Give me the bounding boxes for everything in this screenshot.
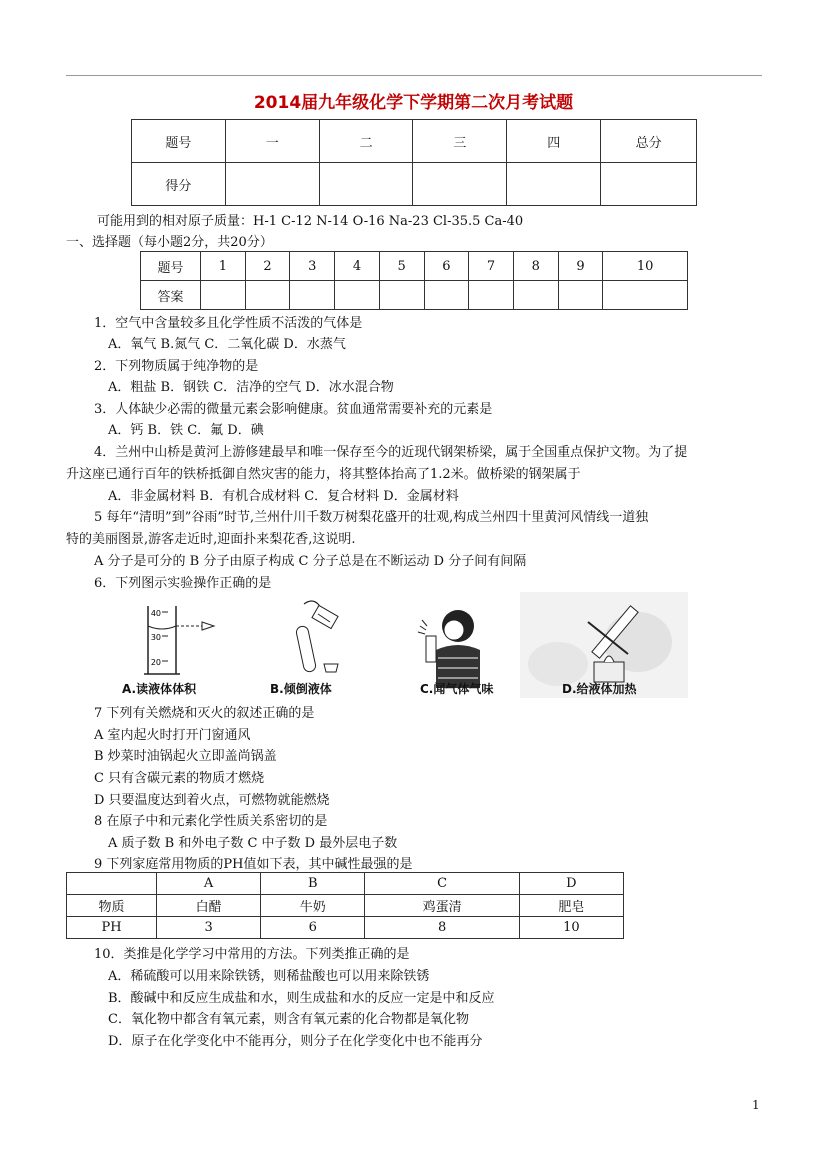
answer-cell[interactable] (379, 281, 424, 310)
score-cell[interactable] (225, 163, 319, 206)
question-1: 1．空气中含量较多且化学性质不活泼的气体是 (94, 316, 363, 331)
score-cell[interactable] (507, 163, 601, 206)
ph-cell: 肥皂 (519, 895, 623, 917)
ph-header-cell: A (157, 873, 261, 895)
tick-label-20: 20 (150, 658, 161, 667)
answer-number: 7 (469, 252, 514, 281)
answer-label: 题号 (141, 252, 201, 281)
header-rule (66, 75, 762, 76)
ph-header-cell: C (365, 873, 519, 895)
page-number: 1 (752, 1098, 760, 1112)
question-7: 7 下列有关燃烧和灭火的叙述正确的是 (94, 706, 315, 721)
ph-cell: 10 (519, 917, 623, 939)
answer-cell[interactable] (290, 281, 335, 310)
score-cell[interactable] (319, 163, 413, 206)
answer-number: 10 (603, 252, 688, 281)
answer-cell[interactable] (558, 281, 603, 310)
question-10-option-a: A．稀硫酸可以用来除铁锈，则稀盐酸也可以用来除铁锈 (108, 969, 430, 984)
question-5-line-2: 特的美丽图景,游客走近时,迎面扑来梨花香,这说明. (66, 532, 356, 547)
question-2: 2．下列物质属于纯净物的是 (94, 359, 259, 374)
page-title: 2014届九年级化学下学期第二次月考试题 (253, 93, 574, 113)
question-10-option-c: C．氧化物中都含有氧元素，则含有氧元素的化合物都是氧化物 (108, 1012, 469, 1027)
question-7-option-b: B 炒菜时油锅起火立即盖尚锅盖 (94, 749, 277, 764)
answer-cell[interactable] (335, 281, 380, 310)
question-6: 6．下列图示实验操作正确的是 (94, 576, 272, 591)
bottle-stopper-icon (324, 664, 338, 672)
score-cell[interactable] (601, 163, 697, 206)
question-1-options: A．氧气 B.氮气 C．二氧化碳 D．水蒸气 (108, 337, 346, 352)
question-4-line-2: 升这座已通行百年的铁桥抵御自然灾害的能力，将其整体抬高了1.2米。做桥梁的钢架属于 (66, 467, 581, 482)
score-header-cell: 三 (413, 120, 507, 163)
question-5-line-1: 5 每年“清明”到”谷雨”时节,兰州什川千数万树梨花盛开的壮观,构成兰州四十里黄河风情线一道独 (94, 510, 649, 525)
answer-cell[interactable] (201, 281, 246, 310)
answer-number: 9 (558, 252, 603, 281)
question-8-options: A 质子数 B 和外电子数 C 中子数 D 最外层电子数 (108, 836, 398, 851)
score-header-cell: 一 (225, 120, 319, 163)
answer-number: 3 (290, 252, 335, 281)
answer-cell[interactable] (469, 281, 514, 310)
answer-cell[interactable] (245, 281, 290, 310)
ph-header-cell: D (519, 873, 623, 895)
caption-c: C.闻气体气味 (420, 682, 494, 696)
question-10-option-d: D．原子在化学变化中不能再分，则分子在化学变化中也不能再分 (108, 1034, 483, 1049)
ph-cell: 物质 (67, 895, 157, 917)
eye-icon (202, 622, 214, 630)
answer-row-label: 答案 (141, 281, 201, 310)
caption-b: B.倾倒液体 (270, 682, 332, 696)
score-header-cell: 二 (319, 120, 413, 163)
ph-table (66, 872, 624, 939)
answer-number: 8 (513, 252, 558, 281)
tick-label-30: 30 (150, 633, 161, 642)
question-4-options: A．非金属材料 B．有机合成材料 C．复合材料 D．金属材料 (108, 489, 459, 504)
question-3-options: A．钙 B．铁 C．氟 D．碘 (108, 423, 264, 438)
ph-cell: PH (67, 917, 157, 939)
ph-header-cell: B (261, 873, 365, 895)
pouring-liquid-figure (295, 601, 338, 673)
ph-cell: 8 (365, 917, 519, 939)
score-cell[interactable] (413, 163, 507, 206)
score-row-label: 得分 (132, 163, 226, 206)
ph-cell: 6 (261, 917, 365, 939)
score-table (131, 119, 697, 206)
answer-table (140, 251, 688, 310)
section-heading: 一、选择题（每小题2分，共20分） (66, 235, 273, 250)
answer-cell[interactable] (603, 281, 688, 310)
score-header-cell: 总分 (601, 120, 697, 163)
question-9: 9 下列家庭常用物质的PH值如下表，其中碱性最强的是 (94, 857, 413, 872)
ph-cell: 牛奶 (261, 895, 365, 917)
question-4-line-1: 4．兰州中山桥是黄河上游修建最早和唯一保存至今的近现代钢架桥梁，属于全国重点保护文物。为了提 (94, 445, 688, 460)
question-7-option-a: A 室内起火时打开门窗通风 (94, 728, 251, 743)
caption-a: A.读液体体积 (122, 682, 197, 696)
question-7-option-d: D 只要温度达到着火点，可燃物就能燃烧 (94, 793, 330, 808)
ph-header-cell (67, 873, 157, 895)
question-7-option-c: C 只有含碳元素的物质才燃烧 (94, 771, 265, 786)
score-header-cell: 题号 (132, 120, 226, 163)
question-8: 8 在原子中和元素化学性质关系密切的是 (94, 814, 328, 829)
q6-figures (118, 592, 688, 700)
smelling-gas-figure (418, 610, 480, 688)
answer-cell[interactable] (513, 281, 558, 310)
answer-number: 5 (379, 252, 424, 281)
answer-number: 2 (245, 252, 290, 281)
caption-d: D.给液体加热 (562, 682, 637, 696)
question-5-options: A 分子是可分的 B 分子由原子构成 C 分子总是在不断运动 D 分子间有间隔 (94, 554, 527, 569)
ph-cell: 3 (157, 917, 261, 939)
question-10: 10．类推是化学学习中常用的方法。下列类推正确的是 (94, 947, 410, 962)
question-3: 3．人体缺少必需的微量元素会影响健康。贫血通常需要补充的元素是 (94, 402, 493, 417)
graduated-cylinder-figure (144, 606, 214, 674)
answer-cell[interactable] (424, 281, 469, 310)
answer-number: 4 (335, 252, 380, 281)
ph-cell: 鸡蛋清 (365, 895, 519, 917)
tick-label-40: 40 (150, 609, 161, 618)
question-2-options: A．粗盐 B．钢铁 C．洁净的空气 D．冰水混合物 (108, 380, 394, 395)
ph-cell: 白醋 (157, 895, 261, 917)
atomic-mass-note: 可能用到的相对原子质量：H-1 C-12 N-14 O-16 Na-23 Cl-35.5 Ca-40 (97, 214, 524, 229)
answer-number: 6 (424, 252, 469, 281)
answer-number: 1 (201, 252, 246, 281)
question-10-option-b: B．酸碱中和反应生成盐和水，则生成盐和水的反应一定是中和反应 (108, 991, 495, 1006)
score-header-cell: 四 (507, 120, 601, 163)
